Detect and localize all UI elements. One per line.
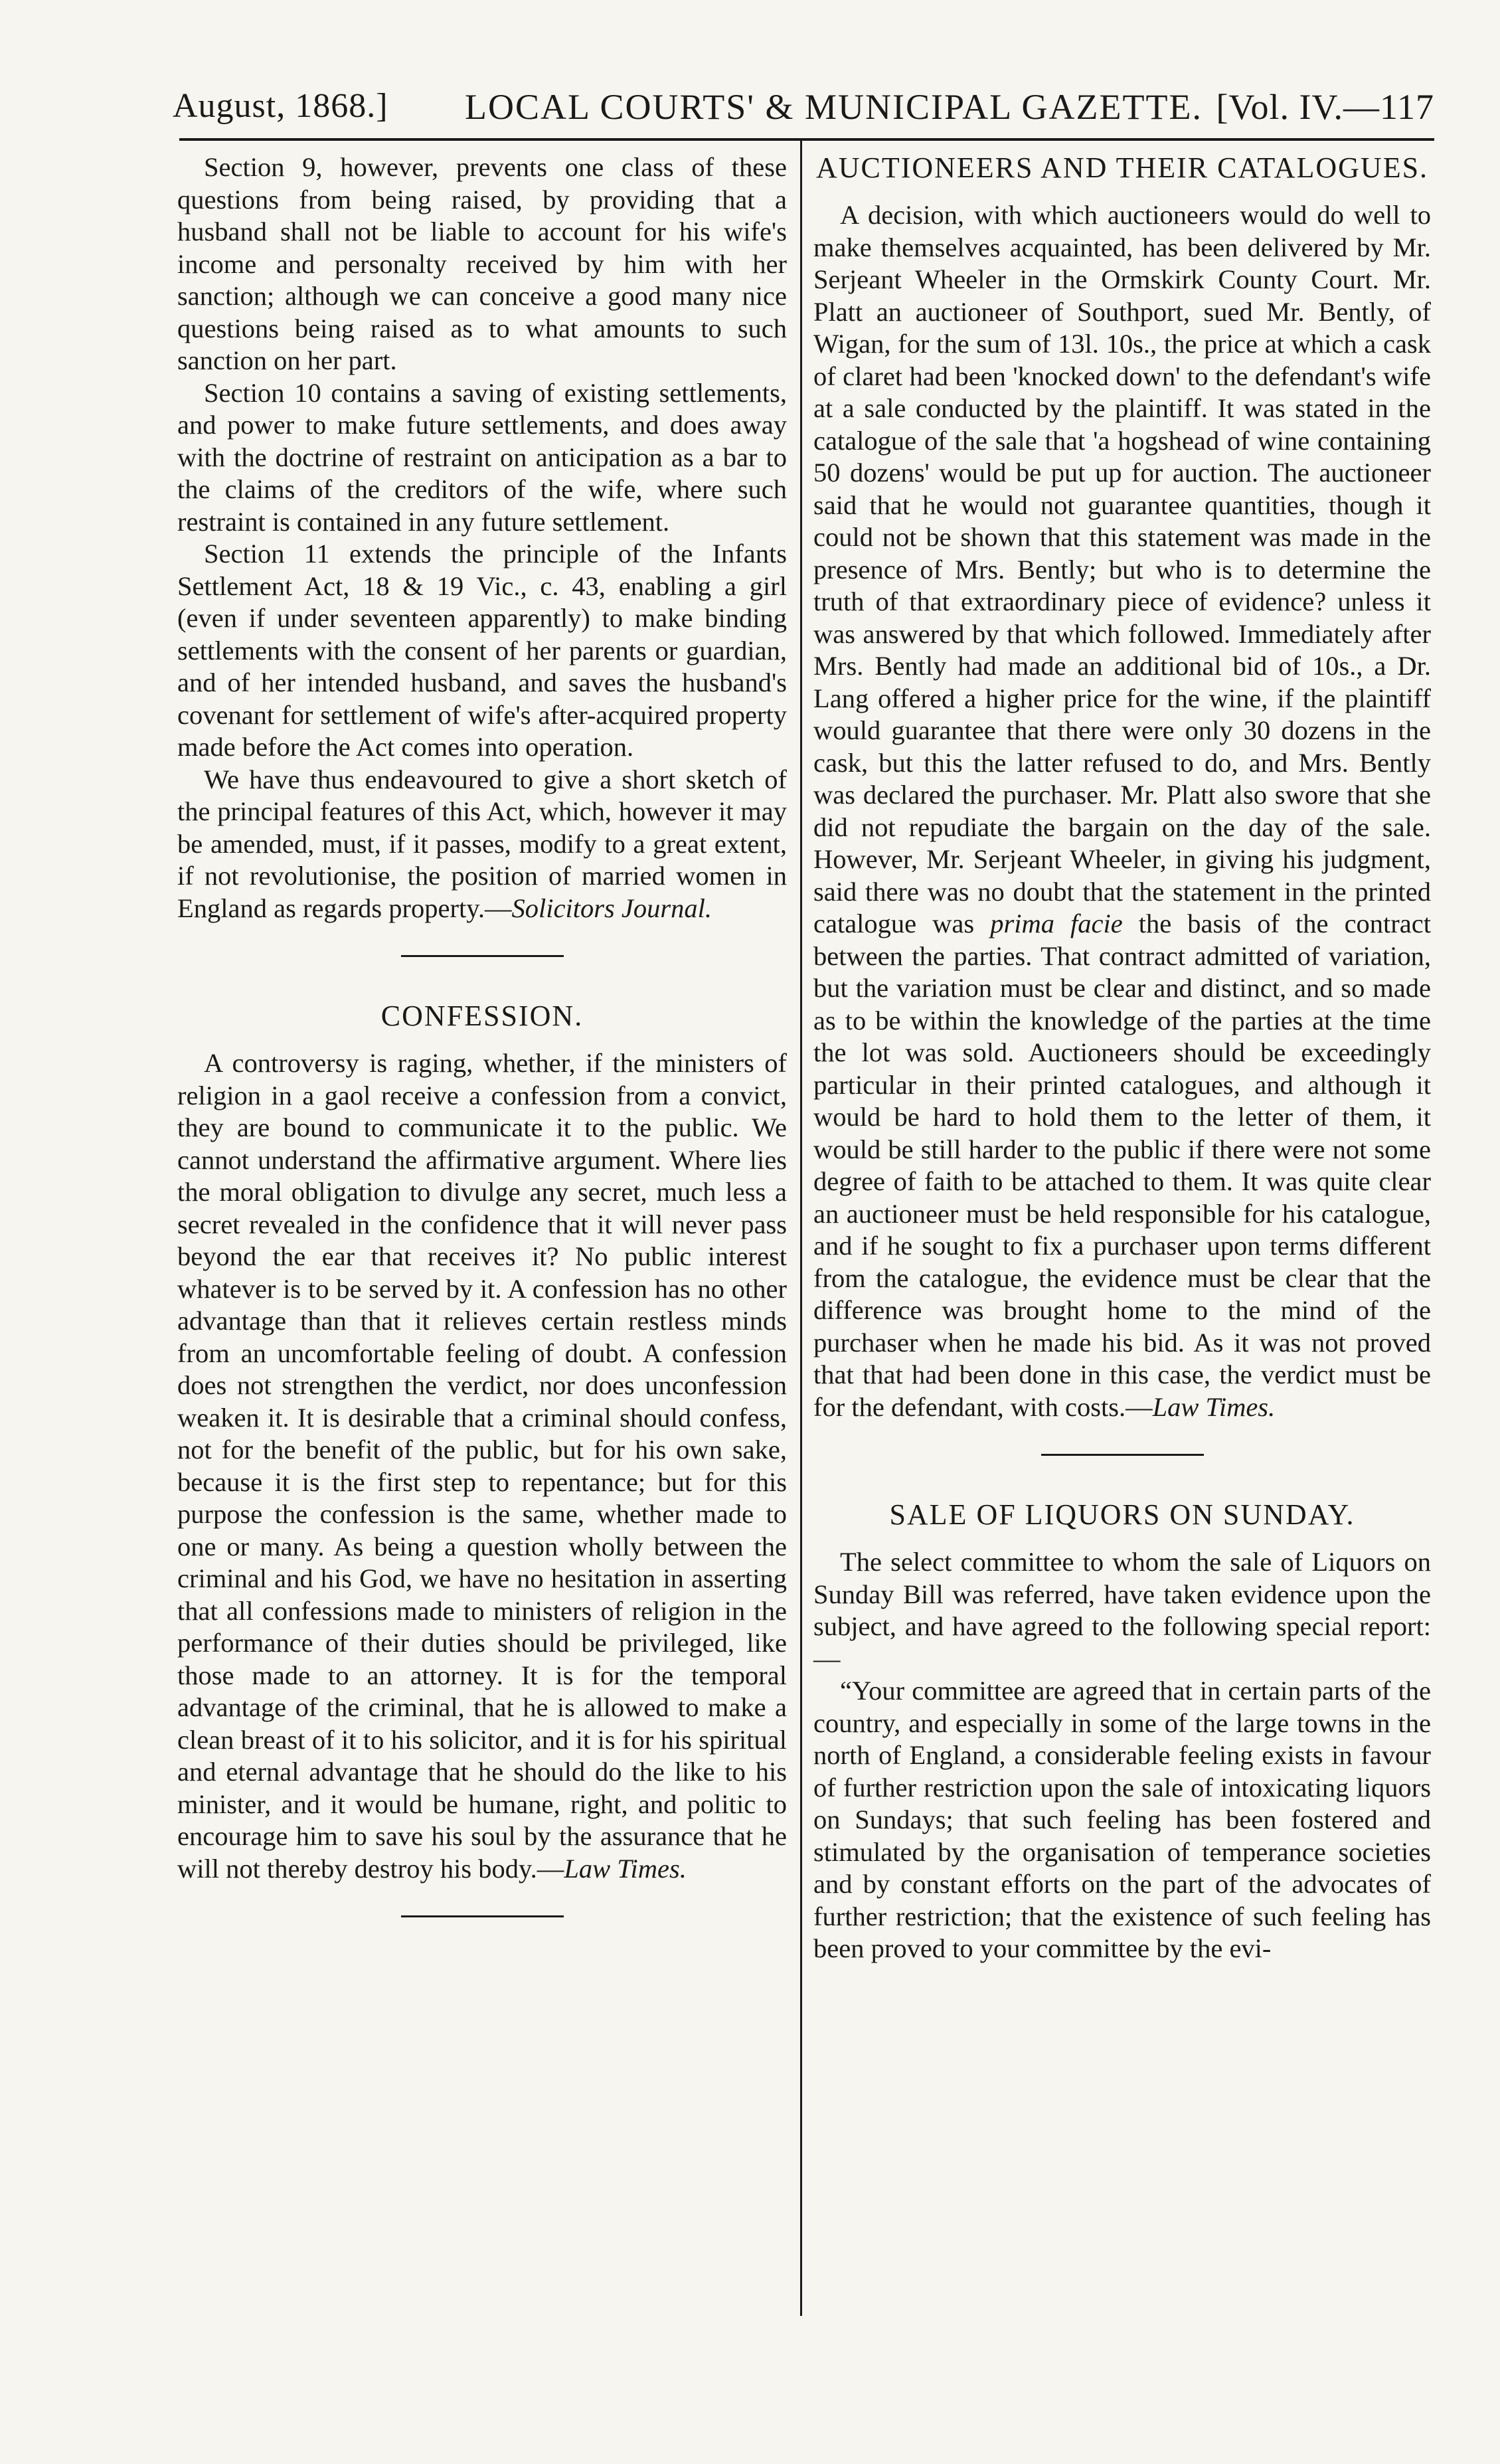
auctioneers-italic-phrase: prima facie <box>990 909 1123 938</box>
header-date: August, 1868.] <box>173 87 388 125</box>
left-column <box>177 151 787 1917</box>
header-rule <box>179 138 1434 141</box>
confession-paragraph <box>177 1047 787 1885</box>
closing-paragraph-text: We have thus endeavoured to give a short sketch of the principal features of this Act, which, however it may be amended, must, if it passes, modify to a great extent, if not revolutionise, the position of married women in England as regards property.— <box>177 764 787 923</box>
page-header <box>173 78 1434 132</box>
section-end-rule <box>401 1915 564 1917</box>
auctioneers-source: Law Times. <box>1152 1391 1276 1422</box>
right-column <box>813 151 1431 1965</box>
confession-source: Law Times. <box>564 1853 687 1884</box>
closing-paragraph-source: Solicitors Journal. <box>511 893 712 923</box>
closing-paragraph <box>177 764 787 925</box>
header-title: LOCAL COURTS' & MUNICIPAL GAZETTE. <box>465 87 1203 127</box>
column-divider <box>800 141 802 2316</box>
auctioneers-paragraph <box>813 199 1431 1423</box>
section-10-paragraph: Section 10 contains a saving of existing settlements, and power to make future settlements, and does away with the doctrine of restraint on anticipation as a bar to the claims of the creditors of the wife, where such restraint is contained in any future settlement. <box>177 377 787 537</box>
auctioneers-text-1: A decision, with which auctioneers would do well to make themselves acquainted, has been delivered by Mr. Serjeant Wheeler in the Ormskirk County Court. Mr. Platt an auctioneer of Southport, sued Mr. Bently, of Wigan, for the sum of 13l. 10s., the price at which a cask of claret had been 'knocked down' to the defendant's wife at a sale conducted by the plaintiff. It was stated in the catalogue of the sale that 'a hogshead of wine containing 50 dozens' would be put up for auction. The auctioneer said that he would not guarantee quantities, though it could not be shown that this statement was made in the presence of Mrs. Bently; but who is to determine the truth of that extraordinary piece of evidence? unless it was answered by that which followed. Immediately after Mrs. Bently had made an additional bid of 10s., a Dr. Lang offered a higher price for the wine, if the plaintiff would guarantee that there were only 30 dozens in the cask, but this the latter refused to do, and Mrs. Bently was declared the purchaser. Mr. Platt also swore that she did not repudiate the bargain on the day of the sale. However, Mr. Serjeant Wheeler, in giving his judgment, said there was no doubt that the statement in the printed catalogue was <box>813 200 1431 938</box>
confession-text: A controversy is raging, whether, if the ministers of religion in a gaol receive a confession from a convict, they are bound to communicate it to the public. We cannot understand the affirmative argument. Where lies the moral obligation to divulge any secret, much less a secret revealed in the confidence that it will never pass beyond the ear that receives it? No public interest whatever is to be served by it. A confession has no other advantage than that it relieves certain restless minds from an uncomfortable feeling of doubt. A confession does not strengthen the verdict, nor does unconfession weaken it. It is desirable that a criminal should confess, not for the benefit of the public, but for his own sake, because it is the first step to repentance; but for this purpose the confession is the same, whether made to one or many. As being a question wholly between the criminal and his God, we have no hesitation in asserting that all confessions made to ministers of religion in the performance of their duties should be privileged, like those made to an attorney. It is for the temporal advantage of the criminal, that he is allowed to make a clean breast of it to his solicitor, and it is for his spiritual and eternal advantage that he should do the like to his minister, and it would be humane, right, and politic to encourage him to save his soul by the assurance that he will not thereby destroy his body.— <box>177 1048 787 1884</box>
auctioneers-text-2: the basis of the contract between the parties. That contract admitted of variation, but the variation must be clear and distinct, and so made as to be within the knowledge of the parties at the time the lot was sold. Auctioneers should be exceedingly particular in their printed catalogues, and although it would be hard to hold them to the letter of them, it would be still harder to the public if there were not some degree of faith to be attached to them. It was quite clear an auctioneer must be held responsible for his catalogue, and if he sought to fix a purchaser upon terms different from the catalogue, the evidence must be clear that the difference was brought home to the mind of the purchaser when he made his bid. As it was not proved that that had been done in this case, the verdict must be for the defendant, with costs.— <box>813 909 1431 1422</box>
auctioneers-heading: AUCTIONEERS AND THEIR CATALOGUES. <box>815 151 1429 184</box>
confession-heading: CONFESSION. <box>380 1000 584 1032</box>
liquors-report-paragraph: “Your committee are agreed that in certain parts of the country, and especially in some of the large towns in the north of England, a considerable feeling exists in favour of further restriction upon the sale of intoxicating liquors on Sundays; that such feeling has been fostered and stimulated by the organisation of temperance societies and by constant efforts on the part of the advocates of further restriction; that the existence of such feeling has been proved to your committee by the evi- <box>813 1676 1431 1963</box>
section-9-paragraph: Section 9, however, prevents one class of these questions from being raised, by providing that a husband shall not be liable to account for his wife's income and personalty received by him with her sanction; although we can conceive a good many nice questions being raised as to what amounts to such sanction on her part. <box>177 152 787 375</box>
liquors-intro-paragraph: The select committee to whom the sale of Liquors on Sunday Bill was referred, have taken evidence upon the subject, and have agreed to the following special report:— <box>813 1547 1431 1674</box>
liquors-heading: SALE OF LIQUORS ON SUNDAY. <box>889 1498 1355 1531</box>
header-volume-page: [Vol. IV.—117 <box>1216 87 1434 127</box>
section-11-paragraph: Section 11 extends the principle of the Infants Settlement Act, 18 & 19 Vic., c. 43, enabling a girl (even if under seventeen apparently) to make binding settlements with the consent of her parents or guardian, and of her intended husband, and saves the husband's covenant for settlement of wife's after-acquired property made before the Act comes into operation. <box>177 539 787 762</box>
